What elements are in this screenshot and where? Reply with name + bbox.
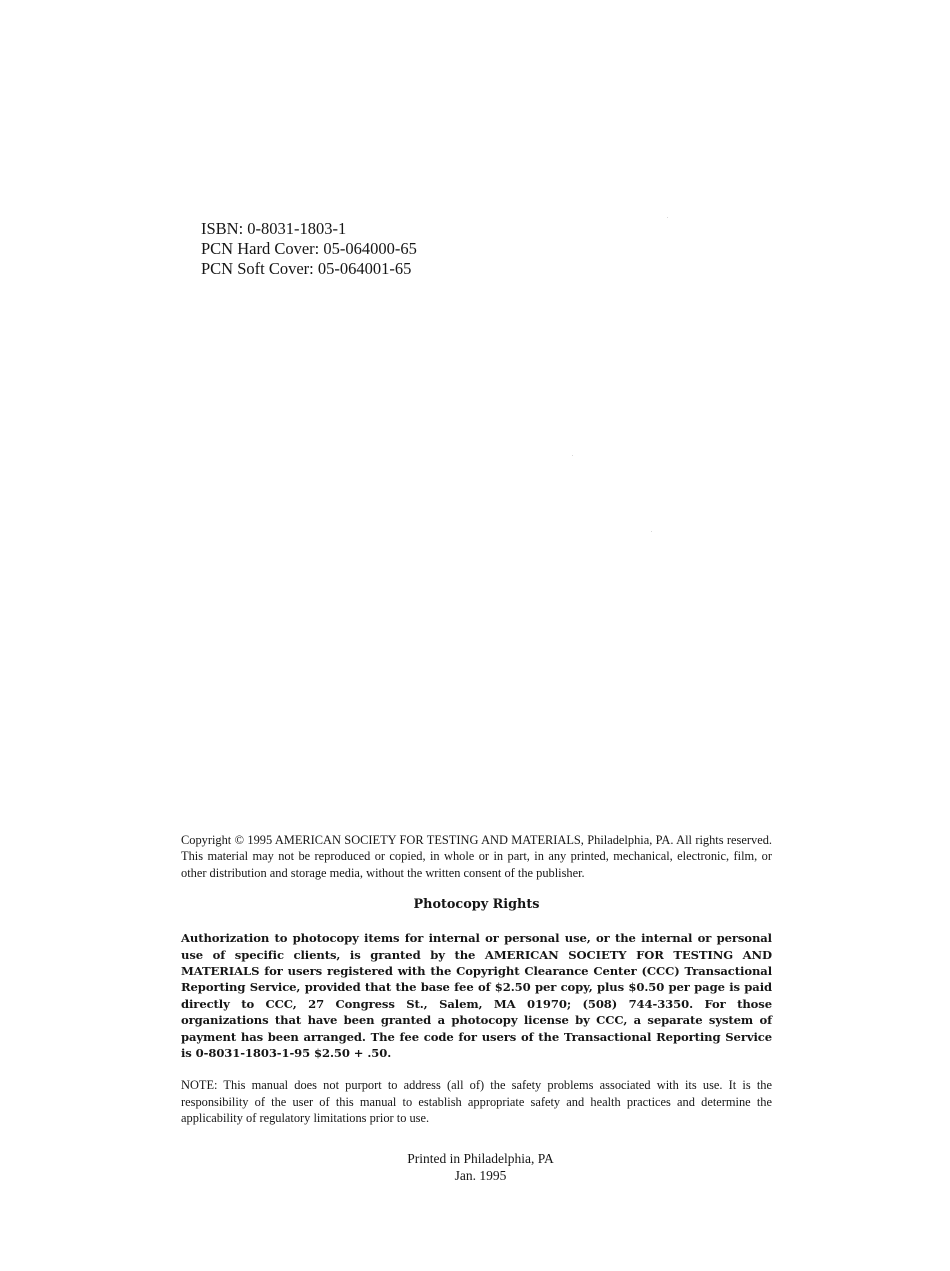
isbn-number: ISBN: 0-8031-1803-1 <box>201 219 347 238</box>
safety-note: NOTE: This manual does not purport to address (all of) the safety problems associated with its use. It is the responsibility of the user of this manual to establish appropriate safety and health practices and determine the applicability of regulatory limitations prior to use. <box>181 1078 772 1126</box>
copyright-notice: Copyright © 1995 AMERICAN SOCIETY FOR TESTING AND MATERIALS, Philadelphia, PA. All rights reserved. This material may not be reproduced or copied, in whole or in part, in any printed, mechanical, electronic, film, or other distribution and storage media, without the written consent of the publisher. <box>181 833 772 880</box>
printing-info <box>181 1150 772 1185</box>
scan-speck <box>667 217 668 218</box>
copyright-page-content <box>181 832 772 1185</box>
scan-speck <box>651 531 652 532</box>
printed-place: Printed in Philadelphia, PA <box>407 1150 554 1166</box>
scan-speck <box>572 455 573 456</box>
isbn-block <box>201 219 417 279</box>
pcn-soft-cover: PCN Soft Cover: 05-064001-65 <box>201 259 412 278</box>
printed-date: Jan. 1995 <box>454 1168 507 1184</box>
photocopy-rights-heading: Photocopy Rights <box>413 897 540 913</box>
photocopy-authorization: Authorization to photocopy items for internal or personal use, or the internal or personal use of specific clients, is granted by the AMERICAN SOCIETY FOR TESTING AND MATERIALS for users registered with the Copyright Clearance Center (CCC) Transactional Reporting Service, provided that the base fee of $2.50 per copy, plus $0.50 per page is paid directly to CCC, 27 Congress St., Salem, MA 01970; (508) 744-3350. For those organizations that have been granted a photocopy license by CCC, a separate system of payment has been arranged. The fee code for users of the Transactional Reporting Service is 0-8031-1803-1-95 $2.50 + .50. <box>181 931 772 1061</box>
pcn-hard-cover: PCN Hard Cover: 05-064000-65 <box>201 239 417 258</box>
